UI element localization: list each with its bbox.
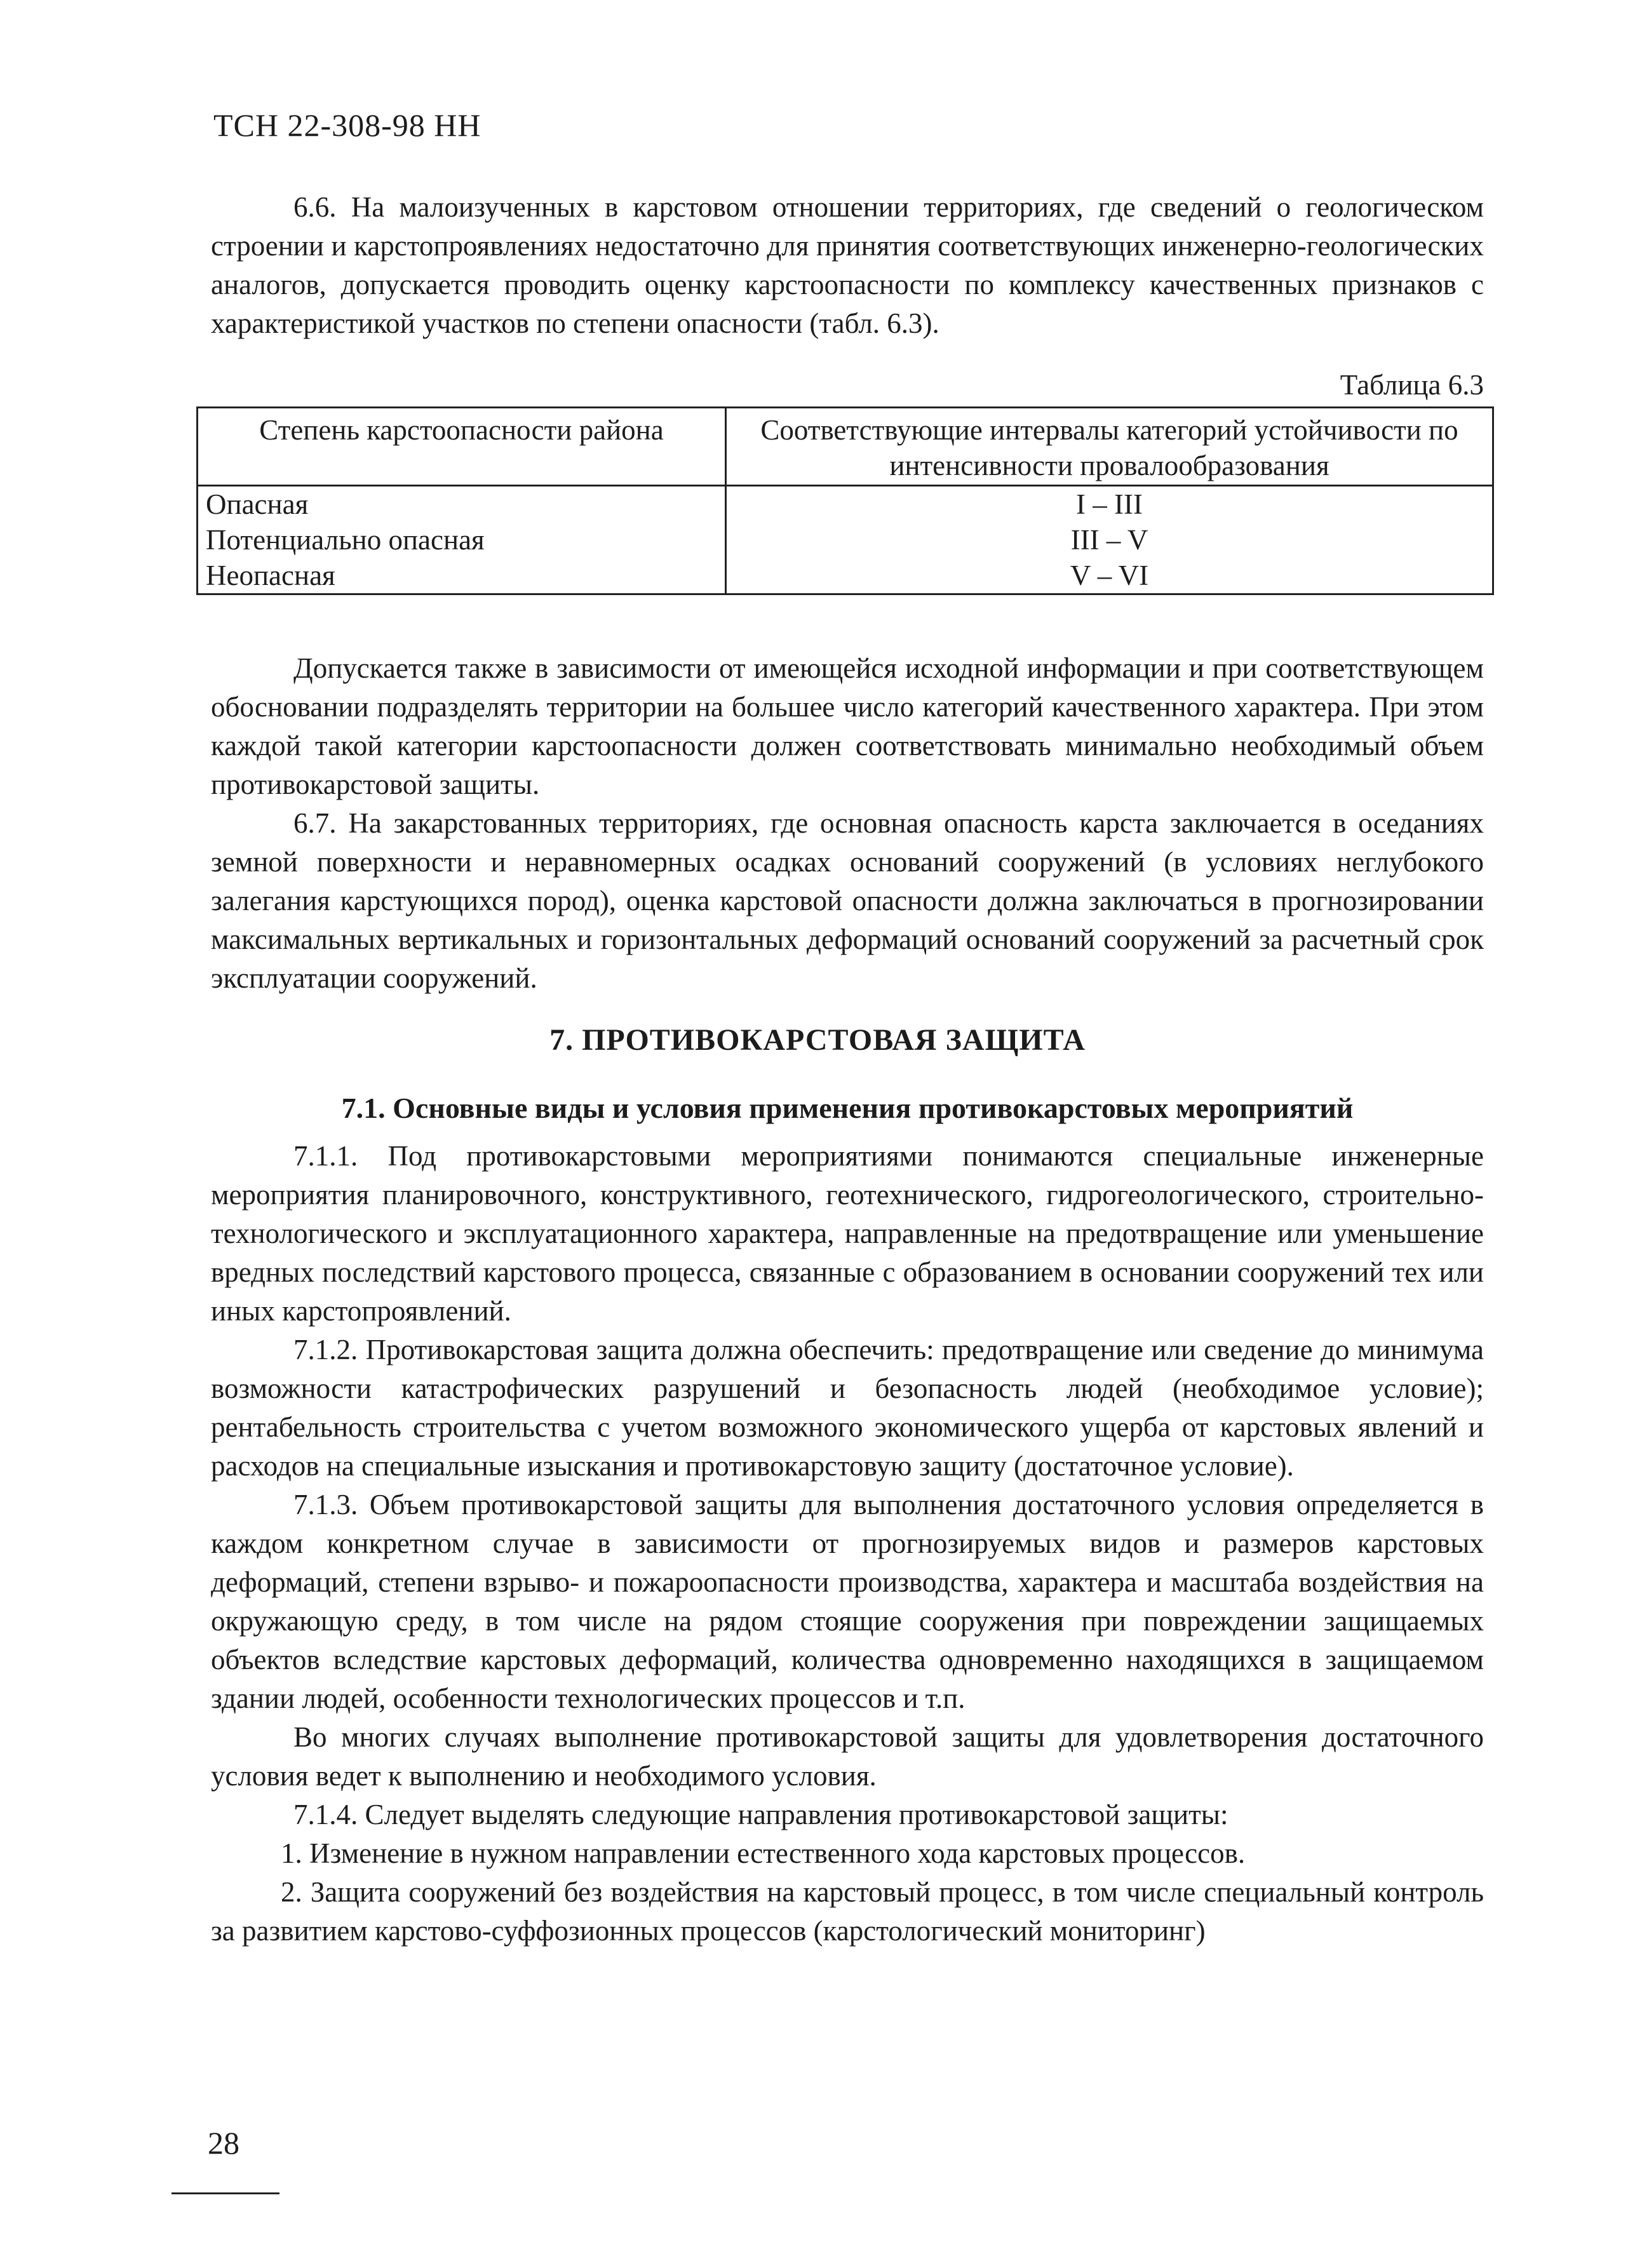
karst-hazard-table [196,406,1494,595]
table-caption: Таблица 6.3 [1340,369,1484,401]
list-item: 1. Изменение в нужном направлении естественного хода карстовых процессов. [281,1837,1246,1869]
section-7-title: 7. ПРОТИВОКАРСТОВАЯ ЗАЩИТА [549,1023,1086,1057]
paragraph-7-1-2: 7.1.2. Противокарстовая защита должна обеспечить: предотвращение или сведение до минимума возможности катастрофических разрушений и безопасность людей (необходимое условие); рентабельность строительства с учетом возможного экономического ущерба от карстовых явлений и расходов на специальные изыскания и противокарстовую защиту (достаточное условие). [211,1334,1484,1482]
table-cell-degree: Опасная [198,486,726,523]
table-header-interval: Соответствующие интервалы категорий устойчивости по интенсивности провалообразования [726,408,1493,486]
paragraph-7-1-4: 7.1.4. Следует выделять следующие направления противокарстовой защиты: [293,1799,1228,1830]
paragraph-many-cases: Во многих случаях выполнение противокарстовой защиты для удовлетворения достаточного условия ведет к выполнению и необходимого условия. [211,1721,1484,1792]
paragraph-7-1-3: 7.1.3. Объем противокарстовой защиты для выполнения достаточного условия определяется в каждом конкретном случае в зависимости от прогнозируемых видов и размеров карстовых деформаций, степени взрыво- и пожароопасности производства, характера и масштаба воздействия на окружающую среду, в том числе на рядом стоящие сооружения при повреждении защищаемых объектов вследствие карстовых деформаций, количества одновременно находящихся в защищаемом здании людей, особенности технологических процессов и т.п. [211,1489,1484,1714]
table-row [198,522,1493,558]
page-number: 28 [208,2125,239,2161]
paragraph-6-6: 6.6. На малоизученных в карстовом отношении территориях, где сведений о геологическом строении и карстопроявлениях недостаточно для принятия соответствующих инженерно-геологических аналогов, допускается проводить оценку карстоопасности по комплексу качественных признаков с характеристикой участков по степени опасности (табл. 6.3). [211,191,1484,339]
table-cell-interval: III – V [726,522,1493,558]
section-7-body [211,1137,1484,1950]
list-item: 2. Защита сооружений без воздействия на карстовый процесс, в том числе специальный контроль за развитием карстово-суффозионных процессов (карстологический мониторинг) [211,1876,1484,1947]
paragraph-6-7: 6.7. На закарстованных территориях, где основная опасность карста заключается в оседаниях земной поверхности и неравномерных осадках оснований сооружений (в условиях неглубокого залегания карстующихся пород), оценка карстовой опасности должна заключаться в прогнозировании максимальных вертикальных и горизонтальных деформаций оснований сооружений за расчетный срок эксплуатации сооружений. [211,807,1484,994]
paragraph-allowed: Допускается также в зависимости от имеющейся исходной информации и при соответствующем обосновании подразделять территории на большее число категорий качественного характера. При этом каждой такой категории карстоопасности должен соответствовать минимально необходимый объем противокарстовой защиты. [211,652,1484,800]
table-row [198,486,1493,523]
subsection-7-1-title: 7.1. Основные виды и условия применения противокарстовых мероприятий [341,1092,1354,1124]
paragraph-6-6-block [211,188,1484,343]
document-code-header: ТСН 22-308-98 НН [213,107,481,143]
footer-rule [172,2192,279,2194]
table-cell-degree: Неопасная [198,558,726,594]
paragraph-7-1-1: 7.1.1. Под противокарстовыми мероприятиями понимаются специальные инженерные мероприятия планировочного, конструктивного, геотехнического, гидрогеологического, строительно-технологического и эксплуатационного характера, направленные на предотвращение или уменьшение вредных последствий карстового процесса, связанные с образованием в основании сооружений тех или иных карстопроявлений. [211,1140,1484,1327]
table-row [198,558,1493,594]
table-header-row [198,408,1493,486]
table-cell-interval: I – III [726,486,1493,523]
table-cell-interval: V – VI [726,558,1493,594]
paragraphs-6-block [211,649,1484,998]
table-header-degree: Степень карстоопасности района [198,408,726,486]
table-cell-degree: Потенциально опасная [198,522,726,558]
